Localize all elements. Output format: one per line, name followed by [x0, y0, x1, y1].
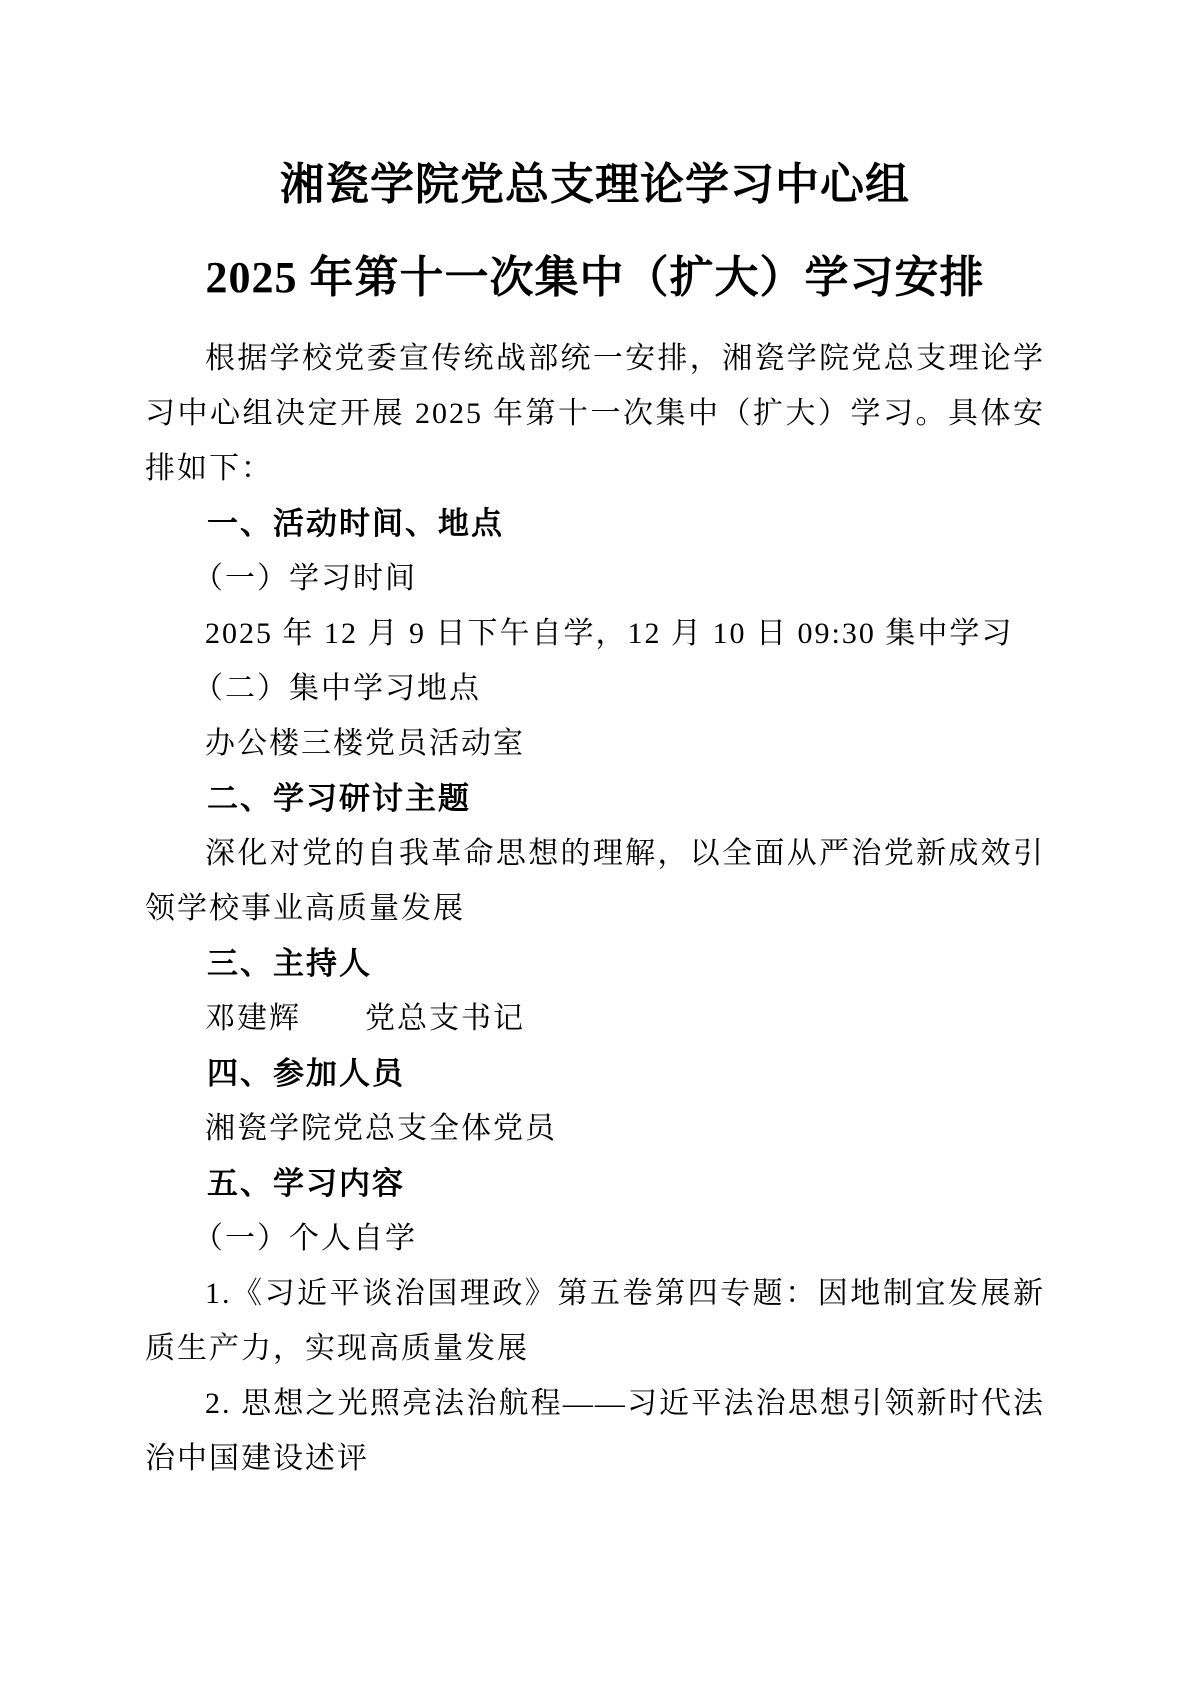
- heading-3-host: 三、主持人: [207, 946, 372, 982]
- paragraph-study-location: 办公楼三楼党员活动室: [205, 727, 525, 761]
- paragraph-host: 邓建辉 党总支书记: [205, 1002, 525, 1036]
- heading-1-time-location: 一、活动时间、地点: [207, 506, 504, 542]
- paragraph-self-study-item-2: 2. 思想之光照亮法治航程——习近平法治思想引领新时代法治中国建设述评: [145, 1387, 1045, 1476]
- paragraph-study-topic: 深化对党的自我革命思想的理解，以全面从严治党新成效引领学校事业高质量发展: [145, 837, 1045, 926]
- document-title-line2: 2025 年第十一次集中（扩大）学习安排: [205, 252, 985, 302]
- paragraph-intro: 根据学校党委宣传统战部统一安排，湘瓷学院党总支理论学习中心组决定开展 2025 年第十一次集中（扩大）学习。具体安排如下：: [145, 342, 1045, 486]
- paragraph-study-time: 2025 年 12 月 9 日下午自学，12 月 10 日 09:30 集中学习: [205, 617, 1014, 651]
- heading-4-participants: 四、参加人员: [207, 1056, 405, 1092]
- heading-5-study-content: 五、学习内容: [207, 1166, 405, 1202]
- paragraph-self-study-item-1: 1.《习近平谈治国理政》第五卷第四专题：因地制宜发展新质生产力，实现高质量发展: [145, 1277, 1045, 1366]
- paragraph-participants: 湘瓷学院党总支全体党员: [205, 1112, 557, 1146]
- subheading-2-study-location: （二）集中学习地点: [193, 672, 481, 706]
- subheading-1-study-time: （一）学习时间: [193, 562, 417, 596]
- subheading-1-self-study: （一）个人自学: [193, 1222, 417, 1256]
- document-title-line1: 湘瓷学院党总支理论学习中心组: [280, 160, 910, 209]
- document-body: [145, 331, 1045, 1486]
- heading-2-study-topic: 二、学习研讨主题: [207, 781, 471, 817]
